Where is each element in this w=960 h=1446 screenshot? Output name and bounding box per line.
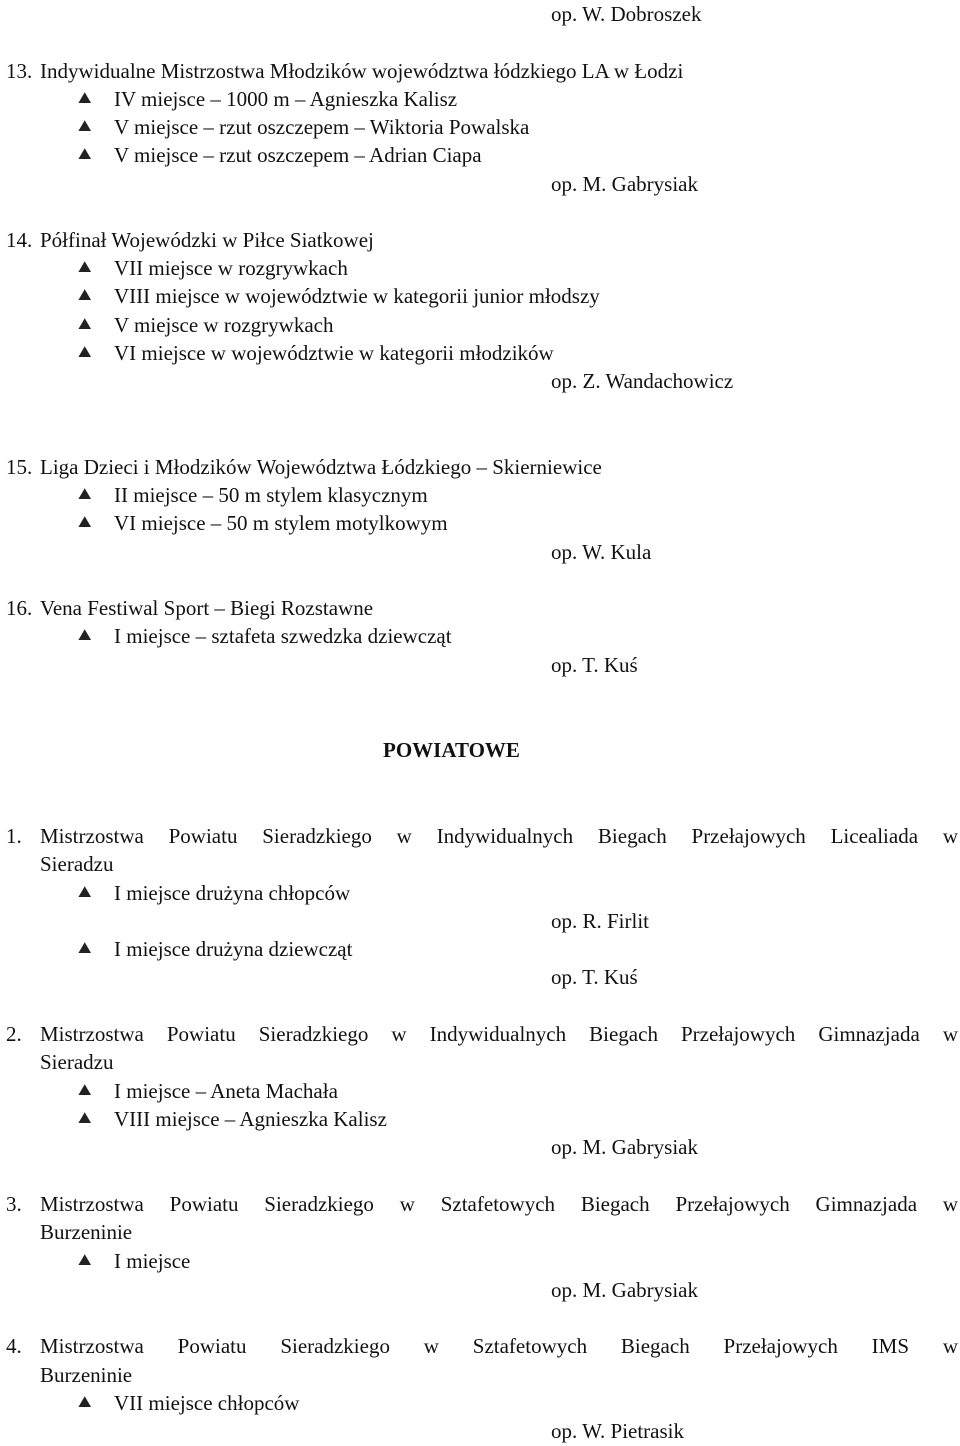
list-item: ⛰ V miejsce – rzut oszczepem – Adrian Ciapa: [78, 143, 482, 167]
list-item: ⛰ V miejsce w rozgrywkach: [78, 313, 334, 337]
section-title: Indywidualne Mistrzostwa Młodzików województwa łódzkiego LA w Łodzi: [40, 59, 684, 83]
section-number: 16.: [6, 596, 33, 620]
coach-name: op. W. Dobroszek: [551, 2, 702, 26]
section-title: Mistrzostwa Powiatu Sieradzkiego w Sztafetowych Biegach Przełajowych Gimnazjada w: [40, 1192, 958, 1216]
list-item: ⛰ I miejsce – sztafeta szwedzka dziewcząt: [78, 624, 452, 648]
section-number: 1.: [6, 824, 22, 848]
section-number: 13.: [6, 59, 33, 83]
triangle-marker-icon: ⛰: [78, 344, 92, 361]
section-number: 2.: [6, 1022, 22, 1046]
list-item: ⛰ VI miejsce w województwie w kategorii młodzików: [78, 341, 554, 365]
section-title: Liga Dzieci i Młodzików Województwa Łódzkiego – Skierniewice: [40, 455, 602, 479]
list-item: ⛰ II miejsce – 50 m stylem klasycznym: [78, 483, 428, 507]
triangle-marker-icon: ⛰: [78, 486, 92, 503]
triangle-marker-icon: ⛰: [78, 287, 92, 304]
list-item: ⛰ VIII miejsce – Agnieszka Kalisz: [78, 1107, 387, 1131]
section-number: 3.: [6, 1192, 22, 1216]
coach-name: op. M. Gabrysiak: [551, 1278, 698, 1302]
section-number: 4.: [6, 1334, 22, 1358]
list-item: ⛰ VIII miejsce w województwie w kategorii junior młodszy: [78, 284, 600, 308]
coach-name: op. T. Kuś: [551, 965, 638, 989]
triangle-marker-icon: ⛰: [78, 940, 92, 957]
coach-name: op. Z. Wandachowicz: [551, 369, 734, 393]
list-item: ⛰ I miejsce – Aneta Machała: [78, 1079, 338, 1103]
list-item: ⛰ VII miejsce chłopców: [78, 1391, 300, 1415]
triangle-marker-icon: ⛰: [78, 884, 92, 901]
section-title: Mistrzostwa Powiatu Sieradzkiego w Sztafetowych Biegach Przełajowych IMS w: [40, 1334, 958, 1358]
triangle-marker-icon: ⛰: [78, 1082, 92, 1099]
section-title: Mistrzostwa Powiatu Sieradzkiego w Indywidualnych Biegach Przełajowych Gimnazjada w: [40, 1022, 958, 1046]
triangle-marker-icon: ⛰: [78, 118, 92, 135]
section-title: Vena Festiwal Sport – Biegi Rozstawne: [40, 596, 374, 620]
section-title-continued: Sieradzu: [40, 1050, 114, 1074]
triangle-marker-icon: ⛰: [78, 259, 92, 276]
triangle-marker-icon: ⛰: [78, 514, 92, 531]
section-title-continued: Sieradzu: [40, 852, 114, 876]
section-number: 14.: [6, 228, 33, 252]
triangle-marker-icon: ⛰: [78, 1110, 92, 1127]
coach-name: op. T. Kuś: [551, 653, 638, 677]
triangle-marker-icon: ⛰: [78, 90, 92, 107]
coach-name: op. W. Kula: [551, 540, 652, 564]
section-title-continued: Burzeninie: [40, 1220, 133, 1244]
list-item: ⛰ V miejsce – rzut oszczepem – Wiktoria Powalska: [78, 115, 530, 139]
triangle-marker-icon: ⛰: [78, 146, 92, 163]
coach-name: op. R. Firlit: [551, 909, 650, 933]
coach-name: op. W. Pietrasik: [551, 1419, 685, 1443]
list-item: ⛰ I miejsce drużyna dziewcząt: [78, 937, 353, 961]
section-title-continued: Burzeninie: [40, 1363, 133, 1387]
triangle-marker-icon: ⛰: [78, 1394, 92, 1411]
list-item: ⛰ I miejsce: [78, 1249, 191, 1273]
list-item: ⛰ I miejsce drużyna chłopców: [78, 881, 351, 905]
triangle-marker-icon: ⛰: [78, 627, 92, 644]
section-number: 15.: [6, 455, 33, 479]
triangle-marker-icon: ⛰: [78, 316, 92, 333]
list-item: ⛰ VII miejsce w rozgrywkach: [78, 256, 348, 280]
coach-name: op. M. Gabrysiak: [551, 172, 698, 196]
list-item: ⛰ IV miejsce – 1000 m – Agnieszka Kalisz: [78, 87, 458, 111]
section-title: Półfinał Wojewódzki w Piłce Siatkowej: [40, 228, 374, 252]
list-item: ⛰ VI miejsce – 50 m stylem motylkowym: [78, 511, 448, 535]
triangle-marker-icon: ⛰: [78, 1252, 92, 1269]
section-heading: POWIATOWE: [383, 738, 520, 762]
coach-name: op. M. Gabrysiak: [551, 1135, 698, 1159]
section-title: Mistrzostwa Powiatu Sieradzkiego w Indywidualnych Biegach Przełajowych Licealiada w: [40, 824, 958, 848]
